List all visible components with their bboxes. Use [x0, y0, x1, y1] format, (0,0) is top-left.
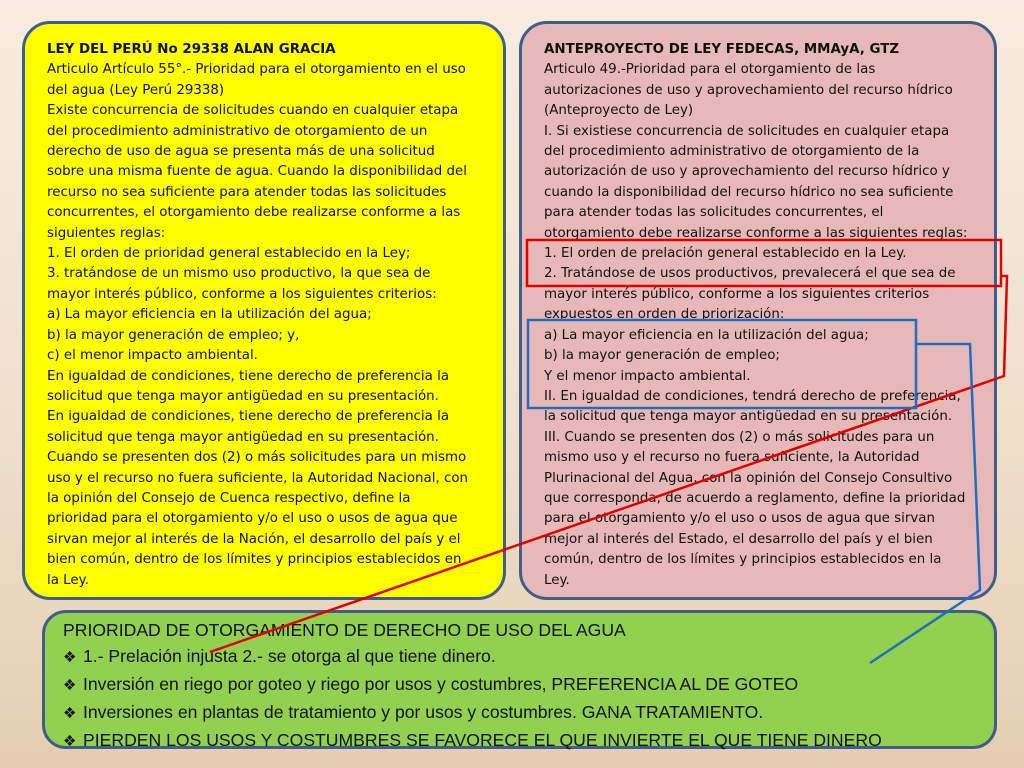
right-panel-line: Articulo 49.-Prioridad para el otorgamiento de las [544, 62, 876, 78]
left-panel-line: solicitud que tenga mayor antigüedad en su presentación. [47, 429, 439, 445]
right-panel-line: III. Cuando se presenten dos (2) o más solicitudes para un [544, 429, 935, 445]
right-panel-line: que corresponda, de acuerdo a reglamento, define la prioridad [544, 490, 966, 506]
summary-panel [42, 610, 997, 749]
diamond-bullet-icon: ❖ [63, 677, 77, 694]
right-panel-line: II. En igualdad de condiciones, tendrá derecho de preferencia, [544, 388, 961, 404]
left-panel-line: prioridad para el otorgamiento y/o el uso o usos de agua que [47, 511, 458, 527]
left-panel-line: bien común, dentro de los límites y principios establecidos en [47, 552, 462, 568]
summary-bullet-text: PIERDEN LOS USOS Y COSTUMBRES SE FAVORECE EL QUE INVIERTE EL QUE TIENE DINERO [83, 730, 882, 750]
left-panel-line: recurso no sea suficiente para atender todas las solicitudes [47, 184, 447, 200]
left-panel-line: En igualdad de condiciones, tiene derecho de preferencia la [47, 368, 450, 384]
summary-bullet-item [63, 699, 982, 727]
summary-bullet-list [63, 643, 982, 755]
right-panel-line: 1. El orden de prelación general establecido en la Ley. [544, 246, 907, 262]
left-panel-line: la Ley. [47, 572, 89, 588]
right-panel-line: autorizaciones de uso y aprovechamiento del recurso hídrico [544, 82, 953, 98]
right-panel-line: 2. Tratándose de usos productivos, prevalecerá el que sea de [544, 266, 956, 282]
right-panel-line: I. Si existiese concurrencia de solicitudes en cualquier etapa [544, 123, 950, 139]
summary-title: PRIORIDAD DE OTORGAMIENTO DE DERECHO DE USO DEL AGUA [63, 620, 626, 640]
right-panel-title: ANTEPROYECTO DE LEY FEDECAS, MMAyA, GTZ [544, 42, 900, 57]
diamond-bullet-icon: ❖ [63, 649, 77, 666]
left-panel-line: solicitud que tenga mayor antigüedad en su presentación. [47, 388, 439, 404]
left-panel-line: uso y el recurso no fuera suficiente, la Autoridad Nacional, con [47, 470, 469, 486]
right-panel-line: mejor al interés del Estado, el desarrollo del país y el bien [544, 531, 933, 547]
left-panel-line: del agua (Ley Perú 29338) [47, 82, 225, 98]
summary-bullet-item [63, 727, 982, 755]
left-panel-body [47, 60, 483, 591]
left-panel-line: c) el menor impacto ambiental. [47, 348, 258, 364]
right-panel-line: Y el menor impacto ambiental. [544, 368, 751, 384]
left-panel-line: siguientes reglas: [47, 225, 166, 241]
right-panel-line: común, dentro de los límites y principios establecidos en la [544, 552, 942, 568]
left-panel-line: 1. El orden de prioridad general establecido en la Ley; [47, 246, 411, 262]
left-law-panel [22, 21, 506, 600]
right-panel-line: autorización de uso y aprovechamiento del recurso hídrico y [544, 164, 950, 180]
left-panel-line: sirvan mejor al interés de la Nación, el desarrollo del país y el [47, 531, 461, 547]
summary-bullet-text: Inversión en riego por goteo y riego por usos y costumbres, PREFERENCIA AL DE GOTEO [83, 674, 799, 694]
summary-bullet-item [63, 643, 982, 671]
right-panel-line: (Anteproyecto de Ley) [544, 103, 694, 119]
diamond-bullet-icon: ❖ [63, 733, 77, 750]
right-panel-line: a) La mayor eficiencia en la utilización del agua; [544, 327, 869, 343]
left-panel-line: a) La mayor eficiencia en la utilización del agua; [47, 307, 372, 323]
right-law-panel [519, 21, 997, 600]
left-panel-line: la opinión del Consejo de Cuenca respectivo, define la [47, 490, 411, 506]
right-panel-line: otorgamiento debe realizarse conforme a las siguientes reglas: [544, 225, 968, 241]
right-panel-line: Ley. [544, 572, 570, 588]
right-panel-line: b) la mayor generación de empleo; [544, 348, 780, 364]
right-panel-line: expuestos en orden de priorización: [544, 307, 785, 323]
right-panel-line: mayor interés público, conforme a los siguientes criterios [544, 286, 930, 302]
right-panel-line: la solicitud que tenga mayor antigüedad en su presentación. [544, 409, 953, 425]
summary-bullet-text: 1.- Prelación injusta 2.- se otorga al que tiene dinero. [83, 646, 496, 666]
diamond-bullet-icon: ❖ [63, 705, 77, 722]
left-panel-line: del procedimiento administrativo de otorgamiento de un [47, 123, 428, 139]
left-panel-line: mayor interés público, conforme a los siguientes criterios: [47, 286, 437, 302]
right-panel-body [544, 60, 974, 591]
left-panel-line: b) la mayor generación de empleo; y, [47, 327, 300, 343]
right-panel-line: para atender todas las solicitudes concurrentes, el [544, 205, 884, 221]
left-panel-title: LEY DEL PERÚ No 29338 ALAN GRACIA [47, 42, 336, 57]
left-panel-line: concurrentes, el otorgamiento debe realizarse conforme a las [47, 205, 461, 221]
right-panel-line: para el otorgamiento y/o el uso o usos de agua que sirvan [544, 511, 935, 527]
summary-bullet-text: Inversiones en plantas de tratamiento y por usos y costumbres. GANA TRATAMIENTO. [83, 702, 764, 722]
right-panel-line: Plurinacional del Agua, con la opinión del Consejo Consultivo [544, 470, 953, 486]
right-panel-line: cuando la disponibilidad del recurso hídrico no sea suficiente [544, 184, 954, 200]
left-panel-line: Existe concurrencia de solicitudes cuando en cualquier etapa [47, 103, 459, 119]
left-panel-line: Cuando se presenten dos (2) o más solicitudes para un mismo [47, 450, 467, 466]
left-panel-line: 3. tratándose de un mismo uso productivo, la que sea de [47, 266, 431, 282]
left-panel-line: sobre una misma fuente de agua. Cuando la disponibilidad del [47, 164, 467, 180]
left-panel-line: En igualdad de condiciones, tiene derecho de preferencia la [47, 409, 450, 425]
left-panel-line: Articulo Artículo 55°.- Prioridad para el otorgamiento en el uso [47, 62, 466, 78]
right-panel-line: mismo uso y el recurso no fuera suficiente, la Autoridad [544, 450, 920, 466]
left-panel-line: derecho de uso de agua se presenta más de una solicitud [47, 144, 435, 160]
right-panel-line: del procedimiento administrativo de otorgamiento de la [544, 144, 920, 160]
summary-bullet-item [63, 671, 982, 699]
